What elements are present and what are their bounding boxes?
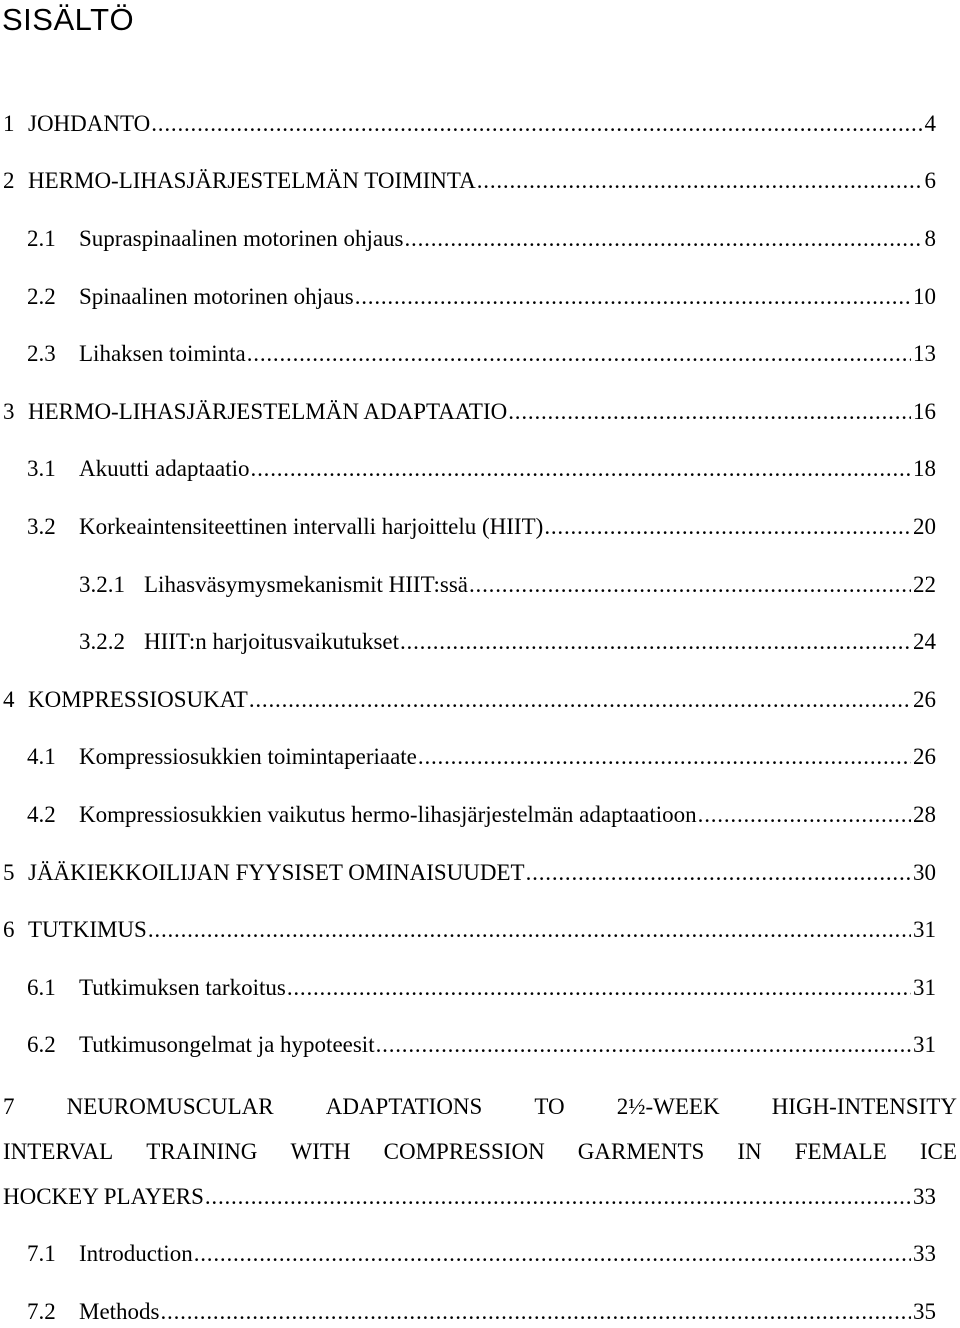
toc-entry-7-line-2 (3, 1136, 957, 1168)
toc-entry-word: IN (737, 1139, 762, 1164)
toc-page-number: 30 (913, 860, 936, 885)
toc-entry[interactable] (27, 1238, 936, 1270)
toc-entry-number: 3.2.2 (79, 629, 125, 654)
toc-entry[interactable] (27, 338, 936, 370)
toc-entry-word: HIGH-INTENSITY (771, 1094, 957, 1119)
toc-entry-word: FEMALE (794, 1139, 887, 1164)
toc-entry[interactable] (3, 857, 936, 889)
toc-page-number: 28 (913, 802, 936, 827)
toc-entry-text: Introduction (79, 1241, 193, 1266)
toc-entry-text: Tutkimusongelmat ja hypoteesit (79, 1032, 375, 1057)
toc-entry-7-line-1 (3, 1091, 957, 1123)
toc-dot-leader (698, 799, 911, 831)
toc-page-number: 33 (913, 1184, 936, 1209)
toc-entry-text: TUTKIMUS (28, 917, 147, 942)
toc-entry-number: 3.2 (27, 514, 56, 539)
toc-entry-text: HERMO-LIHASJÄRJESTELMÄN ADAPTAATIO (28, 399, 508, 424)
toc-entry-word: TRAINING (146, 1139, 258, 1164)
toc-entry[interactable] (27, 741, 936, 773)
toc-dot-leader (405, 223, 923, 255)
toc-dot-leader (418, 741, 911, 773)
toc-page-number: 26 (913, 687, 936, 712)
toc-dot-leader (194, 1238, 911, 1270)
toc-entry[interactable] (27, 511, 936, 543)
toc-entry-7-line-3 (3, 1181, 936, 1213)
toc-entry-word: COMPRESSION (383, 1139, 545, 1164)
toc-entry-word: ICE (919, 1139, 957, 1164)
toc-page-number: 35 (913, 1299, 936, 1324)
toc-entry-text: Akuutti adaptaatio (79, 456, 250, 481)
toc-entry[interactable] (27, 453, 936, 485)
toc-entry[interactable] (3, 396, 936, 428)
toc-entry[interactable] (3, 684, 936, 716)
toc-entry[interactable] (79, 569, 936, 601)
toc-entry-word: 2½-WEEK (616, 1094, 720, 1119)
toc-entry-text: Kompressiosukkien toimintaperiaate (79, 744, 417, 769)
toc-entry-word: NEUROMUSCULAR (66, 1094, 274, 1119)
toc-entry-word: TO (534, 1094, 565, 1119)
toc-entry[interactable] (3, 108, 936, 140)
toc-entry-text: HERMO-LIHASJÄRJESTELMÄN TOIMINTA (28, 168, 476, 193)
toc-entry-text: JOHDANTO (28, 111, 151, 136)
toc-entry[interactable] (3, 165, 936, 197)
toc-entry-text: Tutkimuksen tarkoitus (79, 975, 286, 1000)
toc-entry-number: 2.3 (27, 341, 56, 366)
toc-entry[interactable] (3, 914, 936, 946)
page-title: SISÄLTÖ (2, 2, 135, 37)
toc-dot-leader (355, 281, 911, 313)
toc-entry-number: 5 (3, 860, 15, 885)
toc-entry-text: Methods (79, 1299, 160, 1324)
toc-entry[interactable] (27, 1296, 936, 1328)
toc-entry-word: INTERVAL (3, 1139, 114, 1164)
toc-entry[interactable] (27, 281, 936, 313)
toc-entry-text: HIIT:n harjoitusvaikutukset (144, 629, 399, 654)
toc-entry[interactable] (79, 626, 936, 658)
toc-page-number: 6 (924, 168, 936, 193)
toc-dot-leader (376, 1029, 911, 1061)
toc-entry-number: 2.2 (27, 284, 56, 309)
toc-page-number: 18 (913, 456, 936, 481)
toc-page-number: 26 (913, 744, 936, 769)
toc-page-number: 4 (924, 111, 936, 136)
toc-page-number: 20 (913, 514, 936, 539)
toc-entry-text: KOMPRESSIOSUKAT (28, 687, 248, 712)
toc-entry[interactable] (27, 1029, 936, 1061)
toc-entry-number: 6.2 (27, 1032, 56, 1057)
toc-entry-word: WITH (290, 1139, 351, 1164)
toc-entry-number: 6 (3, 917, 15, 942)
toc-page-number: 10 (913, 284, 936, 309)
toc-entry-number: 3.1 (27, 456, 56, 481)
toc-entry-number: 1 (3, 111, 15, 136)
toc-page-number: 22 (913, 572, 936, 597)
toc-page-number: 13 (913, 341, 936, 366)
toc-entry-word: 7 (3, 1094, 15, 1119)
toc-dot-leader (247, 338, 911, 370)
toc-dot-leader (477, 165, 923, 197)
toc-entry-text: Spinaalinen motorinen ohjaus (79, 284, 354, 309)
toc-entry-number: 7.2 (27, 1299, 56, 1324)
toc-dot-leader (526, 857, 911, 889)
toc-entry-number: 7.1 (27, 1241, 56, 1266)
toc-dot-leader (205, 1181, 911, 1213)
toc-dot-leader (469, 569, 911, 601)
toc-dot-leader (148, 914, 911, 946)
toc-page-number: 33 (913, 1241, 936, 1266)
toc-entry-text: Kompressiosukkien vaikutus hermo-lihasjärjestelmän adaptaatioon (79, 802, 697, 827)
toc-entry-number: 3 (3, 399, 15, 424)
toc-page-number: 16 (913, 399, 936, 424)
toc-entry-text: Lihasväsymysmekanismit HIIT:ssä (144, 572, 468, 597)
toc-entry-number: 6.1 (27, 975, 56, 1000)
toc-entry-number: 2 (3, 168, 15, 193)
toc-dot-leader (544, 511, 911, 543)
toc-entry-text: HOCKEY PLAYERS (3, 1184, 204, 1209)
toc-dot-leader (161, 1296, 912, 1328)
toc-entry-number: 2.1 (27, 226, 56, 251)
toc-entry-number: 4.1 (27, 744, 56, 769)
toc-dot-leader (508, 396, 911, 428)
toc-entry[interactable] (27, 972, 936, 1004)
toc-page-number: 31 (913, 1032, 936, 1057)
toc-dot-leader (249, 684, 911, 716)
toc-entry-text: JÄÄKIEKKOILIJAN FYYSISET OMINAISUUDET (28, 860, 525, 885)
toc-page-number: 24 (913, 629, 936, 654)
toc-page-number: 31 (913, 917, 936, 942)
toc-page-number: 31 (913, 975, 936, 1000)
toc-entry-text: Lihaksen toiminta (79, 341, 246, 366)
toc-entry-word: ADAPTATIONS (325, 1094, 483, 1119)
toc-dot-leader (251, 453, 911, 485)
toc-page-number: 8 (924, 226, 936, 251)
toc-entry[interactable] (27, 799, 936, 831)
toc-entry-word: GARMENTS (577, 1139, 705, 1164)
toc-entry-number: 4.2 (27, 802, 56, 827)
toc-dot-leader (400, 626, 911, 658)
toc-entry-number: 3.2.1 (79, 572, 125, 597)
toc-dot-leader (151, 108, 922, 140)
toc-entry-text: Supraspinaalinen motorinen ohjaus (79, 226, 404, 251)
toc-entry-text: Korkeaintensiteettinen intervalli harjoittelu (HIIT) (79, 514, 544, 539)
toc-entry-number: 4 (3, 687, 15, 712)
toc-dot-leader (287, 972, 911, 1004)
toc-entry[interactable] (27, 223, 936, 255)
